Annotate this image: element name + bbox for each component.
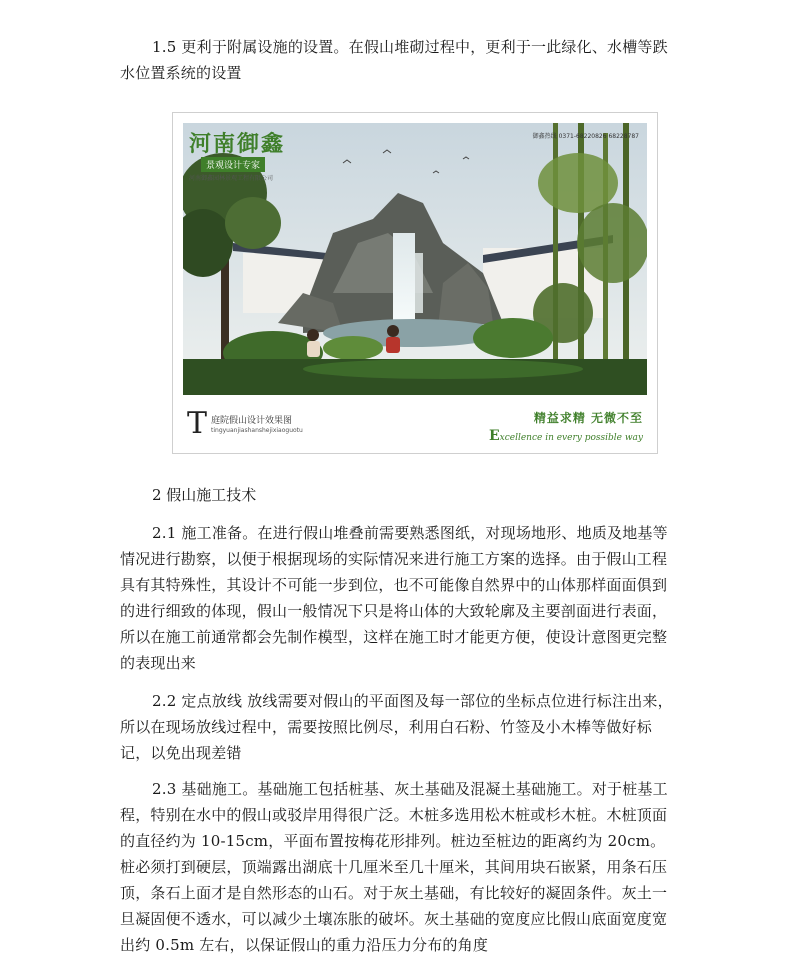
section-heading-2: 2 假山施工技术 (152, 486, 257, 504)
garden-rockery-figure (172, 112, 658, 454)
company-logo-subtitle: 河南御鑫园林景观工程有限公司 (189, 175, 274, 182)
slogan-english (473, 428, 643, 444)
caption-initial-letter: T (187, 406, 208, 441)
caption-pinyin: tingyuanjiashanshejixiaoguotu (211, 427, 303, 434)
paragraph-2-3: 2.3 基础施工。基础施工包括桩基、灰土基础及混凝土基础施工。对于桩基工程，特别在水中的假山或驳岸用得很广泛。木桩多选用松木桩或杉木桩。木桩顶面的直径约为 10-15cm，平面布置按梅花形排列。桩边至桩边的距离约为 20cm。桩必须打到硬层，顶端露出湖底十几厘米至几十厘米，其间用块石嵌紧，用条石压顶，条石上面才是自然形态的山石。对于灰土基础，有比较好的凝固条件。灰土一旦凝固便不透水，可以减少土壤冻胀的破坏。灰土基础的宽度应比假山底面宽度宽出约 0.5m 左右，以保证假山的重力沿压力分布的角度 (120, 780, 668, 954)
paragraph-2-2: 2.2 定点放线 放线需要对假山的平面图及每一部位的坐标点位进行标注出来，所以在现场放线过程中，需要按照比例尽，利用白石粉、竹签及小木棒等做好标记，以免出现差错 (120, 692, 673, 762)
company-logo-title: 河南御鑫 (189, 131, 286, 157)
paragraph-2-1: 2.1 施工准备。在进行假山堆叠前需要熟悉图纸，对现场地形、地质及地基等情况进行勘察，以便于根据现场的实际情况来进行施工方案的选择。由于假山工程具有其特殊性，其设计不可能一步到位，也不可能像自然界中的山体那样面面俱到的进行细致的体现，假山一般情况下只是将山体的大致轮廓及主要剖面进行表面，所以在施工前通常都会先制作模型，这样在施工时才能更方便，使设计意图更完整的表现出来 (120, 524, 668, 672)
paragraph-1-5: 1.5 更利于附属设施的设置。在假山堆砌过程中，更利于一此绿化、水槽等跌水位置系统的设置 (120, 38, 668, 82)
slogan-chinese: 精益求精 无微不至 (533, 411, 643, 425)
figure-slogan (473, 409, 643, 449)
company-logo-badge: 景观设计专家 (201, 157, 265, 172)
slogan-english-rest: xcellence in every possible way (499, 433, 643, 443)
caption-chinese: 庭院假山设计效果图 (211, 416, 293, 426)
hotline-text: 御鑫热线 0371-68220826 68228787 (532, 133, 639, 140)
slogan-english-initial: E (488, 428, 500, 444)
rockery-rendering-image (183, 123, 647, 395)
